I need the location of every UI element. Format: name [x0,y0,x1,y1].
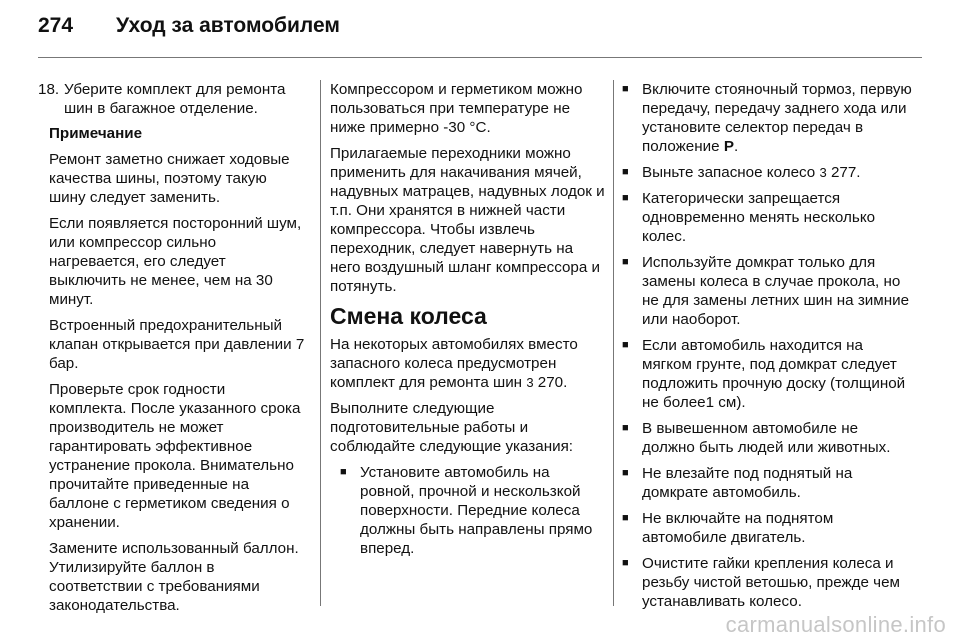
header-divider [38,57,922,58]
preparation-text: Выполните следующие подготовительные работы и соблюдайте следующие указания: [330,400,574,455]
note-block [38,124,306,615]
column-divider-1 [320,80,321,606]
bullet-square-icon: ■ [622,339,629,351]
step-18 [38,80,306,118]
bullet-square-icon: ■ [622,422,629,434]
page-ref-link[interactable]: 277. [830,164,861,181]
column-right [622,80,912,618]
page-ref-link[interactable]: 270. [537,374,568,391]
column-left [38,80,306,622]
list-item: ■ Не включайте на поднятом автомобиле двигатель. [622,510,834,546]
step-text: Уберите комплект для ремонта шин в багажное отделение. [64,81,286,117]
page-ref-arrow-icon[interactable]: 3 [526,375,534,390]
list-item: ■ Очистите гайки крепления колеса и резьбу чистой ветошью, прежде чем устанавливать колесо. [622,555,900,610]
note-paragraph-1: Ремонт заметно снижает ходовые качества шины, поэтому такую шину следует заменить. [49,151,290,206]
note-heading: Примечание [49,125,143,142]
adapters-text: Прилагаемые переходники можно применить для накачивания мячей, надувных матрацев, надувных лодок и т.п. Они хранятся в нижней части компрессора. Чтобы извлечь переходник, следует навернуть на него воздушный шланг компрессора и потянуть. [330,145,605,295]
list-item: ■ Не влезайте под поднятый на домкрате автомобиль. [622,465,853,501]
watermark: carmanualsonline.info [725,612,946,637]
safety-list [622,80,912,611]
compressor-temperature-text: Компрессором и герметиком можно пользоваться при температуре не ниже примерно -30 °C. [330,81,583,136]
bullet-square-icon: ■ [622,83,629,95]
column-middle [330,80,606,565]
gear-position-p: P [723,138,734,155]
bullet-square-icon: ■ [622,166,629,178]
bullet-square-icon: ■ [622,467,629,479]
repair-kit-text: На некоторых автомобилях вместо запасного колеса предусмотрен комплект для ремонта шин 3 270. [330,336,578,391]
bullet-square-icon: ■ [622,192,629,204]
page-ref-arrow-icon[interactable]: 3 [819,165,827,180]
page-number: 274 [38,14,74,37]
note-paragraph-5: Замените использованный баллон. Утилизируйте баллон в соответствии с требованиями законодательства. [49,540,299,614]
note-paragraph-3: Встроенный предохранительный клапан открывается при давлении 7 бар. [49,317,305,372]
step-number: 18. [38,81,60,98]
column-divider-2 [613,80,614,606]
list-item: ■ Выньте запасное колесо 3 277. [622,164,861,181]
section-title-wheel-change: Смена колеса [330,303,487,329]
list-item: ■ Категорически запрещается одновременно менять несколько колес. [622,190,876,245]
note-paragraph-4: Проверьте срок годности комплекта. После указанного срока производитель не может гарантировать эффективное устранение прокола. Внимательно прочитайте приведенные на баллоне с герметиком сведения о хранении. [49,381,301,531]
list-item: ■ В вывешенном автомобиле не должно быть людей или животных. [622,420,891,456]
list-item: ■ Используйте домкрат только для замены колеса в случае прокола, но не для замены летних шин на зимние или наоборот. [622,254,910,328]
bullet-square-icon: ■ [340,466,347,478]
bullet-square-icon: ■ [622,512,629,524]
note-paragraph-2: Если появляется посторонний шум, или компрессор сильно нагревается, его следует выключить не менее, чем на 30 минут. [49,215,302,308]
preparation-list [330,463,606,558]
page-title: Уход за автомобилем [116,14,340,37]
bullet-square-icon: ■ [622,557,629,569]
list-item: ■ Включите стояночный тормоз, первую передачу, передачу заднего хода или установите селектор передач в положение P. [622,81,912,155]
bullet-square-icon: ■ [622,256,629,268]
list-item: ■ Если автомобиль находится на мягком грунте, под домкрат следует подложить прочную доску (толщиной не более1 см). [622,337,906,411]
page-header [38,14,340,44]
list-item: ■ Установите автомобиль на ровной, прочной и нескользкой поверхности. Передние колеса должны быть направлены прямо вперед. [340,464,593,557]
